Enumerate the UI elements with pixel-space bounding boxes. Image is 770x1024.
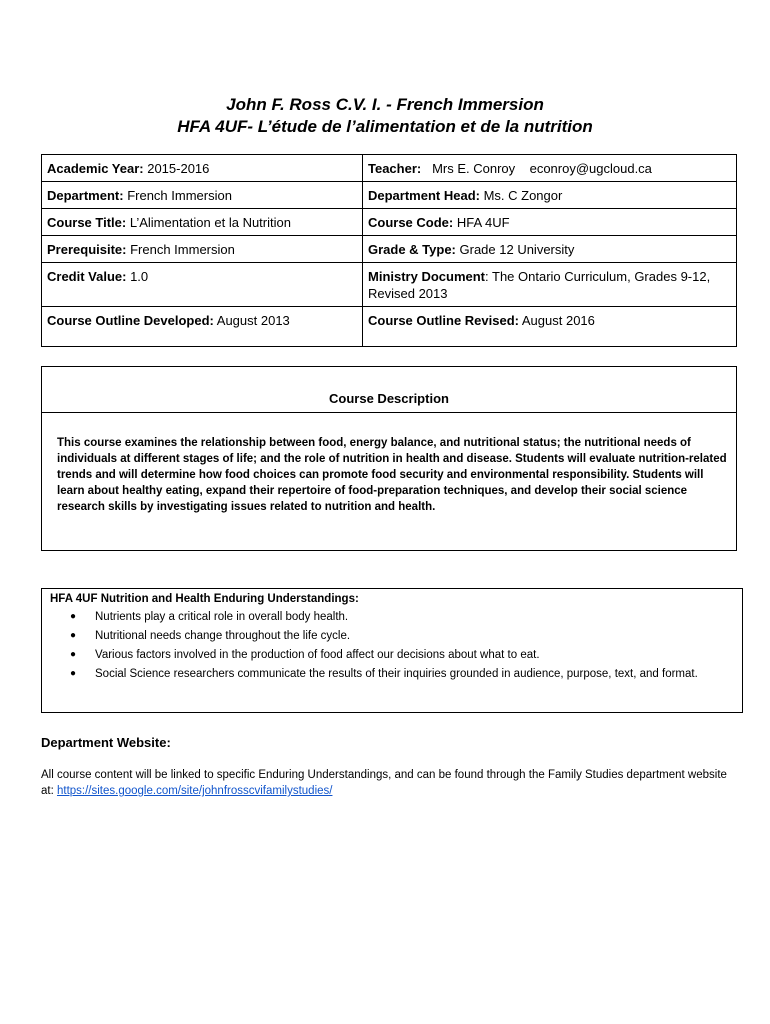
table-row [42,307,737,347]
department-head-value: Ms. C Zongor [479,188,563,203]
outline-developed-value: August 2013 [213,313,290,328]
bullet-icon: ● [70,630,77,641]
department-website-description: All course content will be linked to specific Enduring Understandings, and can be found through the Family Studies department website at: [41,769,727,797]
academic-year-cell [42,155,363,182]
ministry-document-label: Ministry Document [368,269,486,284]
course-description-box [41,366,737,551]
course-code-label: Course Code: [368,215,454,230]
course-title-cell [42,209,363,236]
course-title-label: Course Title: [47,215,127,230]
table-row [42,155,737,182]
course-description-title: Course Description [329,391,449,406]
prerequisite-cell [42,236,363,263]
table-row [42,209,737,236]
ministry-document-cell [363,263,737,307]
department-label: Department: [47,188,124,203]
course-description-text: This course examines the relationship between food, energy balance, and nutritional status; the nutritional needs of individuals at different stages of life; and the role of nutrition in health and disease. Students will evaluate nutrition-related trends and will determine how food choices can promote food security and environmental responsibility. Students will learn about healthy eating, expand their repertoire of food-preparation techniques, and develop their social science research skills by investigating issues related to nutrition and health. [57,437,727,513]
enduring-understandings-box [41,588,743,713]
divider [42,412,736,413]
outline-revised-label: Course Outline Revised: [368,313,519,328]
grade-type-label: Grade & Type: [368,242,456,257]
grade-type-value: Grade 12 University [455,242,575,257]
list-item [66,666,706,682]
list-item [66,647,706,663]
outline-revised-value: August 2016 [518,313,595,328]
school-title: John F. Ross C.V. I. - French Immersion [226,95,544,114]
list-item-text: Social Science researchers communicate the results of their inquiries grounded in audience, purpose, text, and format. [95,668,698,680]
teacher-label: Teacher: [368,161,422,176]
outline-revised-cell [363,307,737,347]
department-website-heading: Department Website: [41,735,171,750]
credit-value-value: 1.0 [126,269,149,284]
credit-value-cell [42,263,363,307]
grade-type-cell [363,236,737,263]
course-title: HFA 4UF- L’étude de l’alimentation et de la nutrition [177,117,593,136]
enduring-understandings-title: HFA 4UF Nutrition and Health Enduring Understandings: [50,593,359,605]
ministry-document-value: : The Ontario Curriculum, Grades 9-12, Revised 2013 [368,269,711,301]
credit-value-label: Credit Value: [47,269,127,284]
department-website-text [41,767,731,799]
table-row [42,236,737,263]
outline-developed-label: Course Outline Developed: [47,313,214,328]
academic-year-value: 2015-2016 [143,161,210,176]
enduring-understandings-list [66,609,706,685]
list-item-text: Nutrients play a critical role in overall body health. [95,611,349,623]
list-item [66,609,706,625]
teacher-value: Mrs E. Conroy econroy@ugcloud.ca [421,161,652,176]
bullet-icon: ● [70,649,77,660]
department-head-cell [363,182,737,209]
prerequisite-value: French Immersion [126,242,235,257]
course-title-value: L’Alimentation et la Nutrition [126,215,291,230]
table-row [42,182,737,209]
course-code-cell [363,209,737,236]
academic-year-label: Academic Year: [47,161,144,176]
outline-developed-cell [42,307,363,347]
department-website-link[interactable]: https://sites.google.com/site/johnfrosscvifamilystudies/ [56,785,333,797]
list-item-text: Various factors involved in the production of food affect our decisions about what to eat. [95,649,540,661]
bullet-icon: ● [70,611,77,622]
prerequisite-label: Prerequisite: [47,242,127,257]
course-info-table [41,154,737,347]
department-cell [42,182,363,209]
document-title [0,94,770,138]
list-item [66,628,706,644]
table-row [42,263,737,307]
teacher-cell [363,155,737,182]
department-head-label: Department Head: [368,188,480,203]
bullet-icon: ● [70,668,77,679]
list-item-text: Nutritional needs change throughout the life cycle. [95,630,351,642]
course-code-value: HFA 4UF [453,215,510,230]
department-value: French Immersion [123,188,232,203]
